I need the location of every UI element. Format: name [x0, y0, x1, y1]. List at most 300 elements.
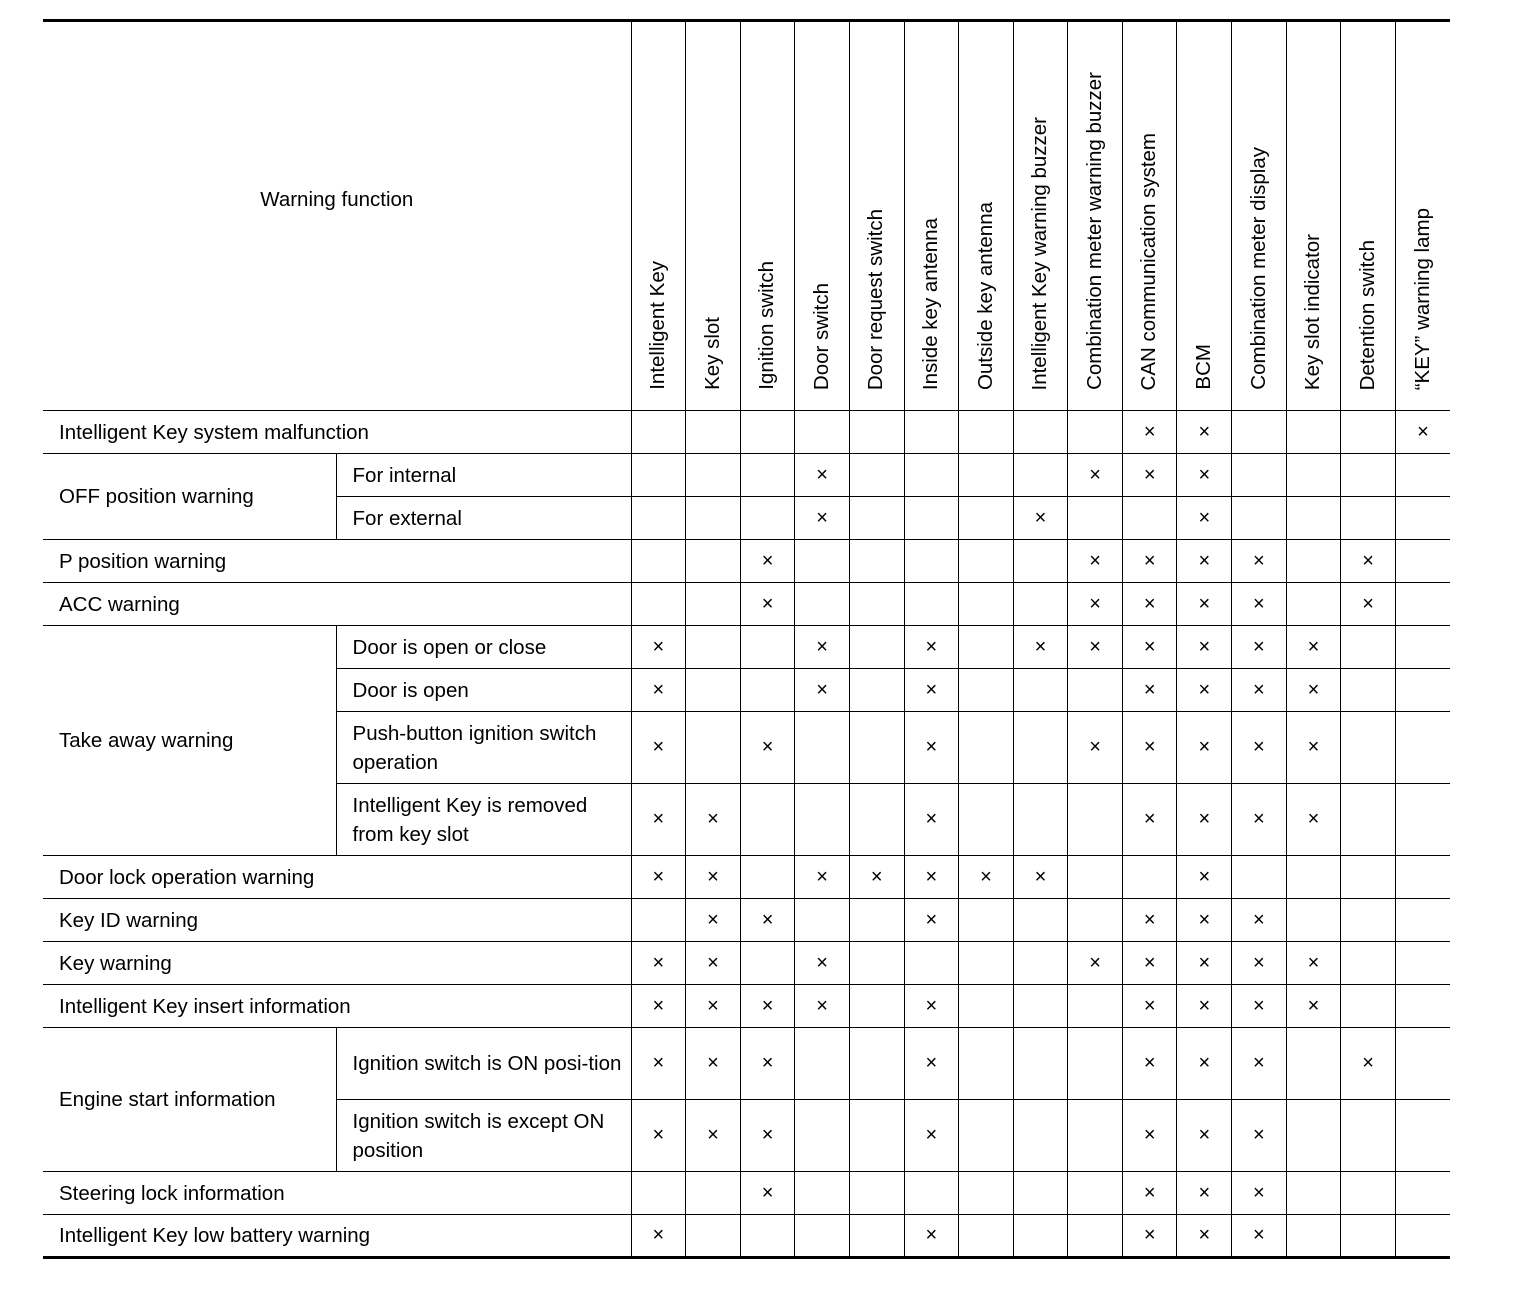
- empty-cell: [1395, 985, 1450, 1028]
- empty-cell: [686, 1172, 741, 1215]
- warning-function-name: Door lock operation warning: [43, 856, 631, 899]
- empty-cell: [686, 497, 741, 540]
- empty-cell: [1341, 454, 1396, 497]
- empty-cell: [1286, 583, 1341, 626]
- empty-cell: [795, 899, 850, 942]
- check-mark: ×: [1122, 1100, 1177, 1172]
- check-mark: ×: [1232, 942, 1287, 985]
- empty-cell: [1013, 985, 1068, 1028]
- empty-cell: [904, 497, 959, 540]
- column-header-label: Combination meter display: [1246, 147, 1270, 390]
- column-header: [1013, 21, 1068, 411]
- empty-cell: [795, 784, 850, 856]
- empty-cell: [849, 899, 904, 942]
- check-mark: ×: [1177, 942, 1232, 985]
- check-mark: ×: [1177, 856, 1232, 899]
- empty-cell: [1122, 856, 1177, 899]
- check-mark: ×: [1068, 712, 1123, 784]
- warning-condition: Ignition switch is except ON position: [336, 1100, 631, 1172]
- empty-cell: [1286, 899, 1341, 942]
- empty-cell: [1013, 942, 1068, 985]
- check-mark: ×: [904, 669, 959, 712]
- check-mark: ×: [1122, 540, 1177, 583]
- check-mark: ×: [1068, 540, 1123, 583]
- empty-cell: [1013, 784, 1068, 856]
- column-header-label: Combination meter warning buzzer: [1082, 72, 1106, 390]
- column-header-label: Key slot indicator: [1301, 233, 1325, 390]
- empty-cell: [1341, 626, 1396, 669]
- check-mark: ×: [1232, 985, 1287, 1028]
- table-row: [43, 856, 1450, 899]
- empty-cell: [959, 497, 1014, 540]
- check-mark: ×: [795, 626, 850, 669]
- column-header: [1286, 21, 1341, 411]
- warning-function-name: Intelligent Key insert information: [43, 985, 631, 1028]
- empty-cell: [631, 899, 686, 942]
- empty-cell: [1013, 583, 1068, 626]
- check-mark: ×: [740, 985, 795, 1028]
- check-mark: ×: [904, 784, 959, 856]
- empty-cell: [1068, 411, 1123, 454]
- column-header: [1395, 21, 1450, 411]
- check-mark: ×: [1013, 626, 1068, 669]
- empty-cell: [1395, 583, 1450, 626]
- empty-cell: [1341, 411, 1396, 454]
- empty-cell: [1232, 497, 1287, 540]
- check-mark: ×: [631, 784, 686, 856]
- empty-cell: [1341, 669, 1396, 712]
- check-mark: ×: [1177, 899, 1232, 942]
- empty-cell: [1395, 1028, 1450, 1100]
- empty-cell: [631, 540, 686, 583]
- check-mark: ×: [1232, 1100, 1287, 1172]
- check-mark: ×: [1177, 1172, 1232, 1215]
- empty-cell: [959, 1172, 1014, 1215]
- check-mark: ×: [686, 1100, 741, 1172]
- column-header-label: CAN communication system: [1137, 132, 1161, 390]
- column-header-label: BCM: [1192, 344, 1216, 390]
- check-mark: ×: [795, 985, 850, 1028]
- check-mark: ×: [1177, 1100, 1232, 1172]
- empty-cell: [631, 1172, 686, 1215]
- empty-cell: [686, 669, 741, 712]
- empty-cell: [1341, 985, 1396, 1028]
- empty-cell: [1068, 1100, 1123, 1172]
- column-header-label: Door request switch: [864, 208, 888, 390]
- empty-cell: [1286, 856, 1341, 899]
- empty-cell: [795, 1028, 850, 1100]
- check-mark: ×: [1122, 1172, 1177, 1215]
- empty-cell: [1286, 540, 1341, 583]
- column-header: [1177, 21, 1232, 411]
- empty-cell: [1068, 856, 1123, 899]
- column-header-label: Outside key antenna: [973, 201, 997, 390]
- table-row: [43, 942, 1450, 985]
- empty-cell: [1068, 1172, 1123, 1215]
- warning-function-name: Steering lock information: [43, 1172, 631, 1215]
- column-header-label: Ignition switch: [755, 261, 779, 390]
- empty-cell: [904, 540, 959, 583]
- check-mark: ×: [959, 856, 1014, 899]
- check-mark: ×: [1013, 856, 1068, 899]
- empty-cell: [740, 784, 795, 856]
- empty-cell: [740, 626, 795, 669]
- check-mark: ×: [1122, 454, 1177, 497]
- check-mark: ×: [1232, 784, 1287, 856]
- empty-cell: [1341, 497, 1396, 540]
- check-mark: ×: [740, 712, 795, 784]
- warning-function-name: P position warning: [43, 540, 631, 583]
- empty-cell: [1013, 540, 1068, 583]
- empty-cell: [849, 497, 904, 540]
- check-mark: ×: [1122, 583, 1177, 626]
- check-mark: ×: [1232, 1028, 1287, 1100]
- empty-cell: [1068, 784, 1123, 856]
- empty-cell: [849, 1028, 904, 1100]
- empty-cell: [1395, 942, 1450, 985]
- column-header: [740, 21, 795, 411]
- warning-function-name: Intelligent Key low battery warning: [43, 1215, 631, 1258]
- column-header-label: Door switch: [809, 282, 833, 390]
- table-row: [43, 899, 1450, 942]
- empty-cell: [1013, 712, 1068, 784]
- check-mark: ×: [1122, 669, 1177, 712]
- empty-cell: [795, 1215, 850, 1258]
- empty-cell: [795, 1100, 850, 1172]
- check-mark: ×: [1177, 669, 1232, 712]
- empty-cell: [849, 712, 904, 784]
- check-mark: ×: [740, 1028, 795, 1100]
- check-mark: ×: [1122, 626, 1177, 669]
- empty-cell: [849, 784, 904, 856]
- warning-function-table: [43, 19, 1450, 1259]
- empty-cell: [849, 411, 904, 454]
- check-mark: ×: [904, 626, 959, 669]
- column-header-label: Key slot: [700, 317, 724, 390]
- check-mark: ×: [740, 540, 795, 583]
- empty-cell: [1395, 497, 1450, 540]
- check-mark: ×: [1341, 1028, 1396, 1100]
- check-mark: ×: [1341, 540, 1396, 583]
- check-mark: ×: [904, 712, 959, 784]
- empty-cell: [686, 583, 741, 626]
- empty-cell: [1341, 712, 1396, 784]
- empty-cell: [740, 942, 795, 985]
- empty-cell: [959, 1215, 1014, 1258]
- empty-cell: [1341, 1100, 1396, 1172]
- warning-function-name: Engine start information: [43, 1028, 336, 1172]
- check-mark: ×: [1177, 626, 1232, 669]
- check-mark: ×: [740, 583, 795, 626]
- empty-cell: [849, 583, 904, 626]
- empty-cell: [1286, 497, 1341, 540]
- warning-condition: Push-button ignition switch operation: [336, 712, 631, 784]
- check-mark: ×: [686, 985, 741, 1028]
- empty-cell: [740, 669, 795, 712]
- empty-cell: [686, 626, 741, 669]
- check-mark: ×: [686, 784, 741, 856]
- check-mark: ×: [631, 1215, 686, 1258]
- empty-cell: [959, 411, 1014, 454]
- check-mark: ×: [904, 899, 959, 942]
- check-mark: ×: [686, 856, 741, 899]
- check-mark: ×: [1122, 985, 1177, 1028]
- check-mark: ×: [631, 669, 686, 712]
- empty-cell: [795, 583, 850, 626]
- empty-cell: [686, 411, 741, 454]
- check-mark: ×: [686, 899, 741, 942]
- empty-cell: [1286, 1100, 1341, 1172]
- column-header: [904, 21, 959, 411]
- empty-cell: [1013, 899, 1068, 942]
- warning-function-name: OFF position warning: [43, 454, 336, 540]
- empty-cell: [1395, 454, 1450, 497]
- empty-cell: [1232, 454, 1287, 497]
- check-mark: ×: [904, 1028, 959, 1100]
- check-mark: ×: [631, 985, 686, 1028]
- check-mark: ×: [1177, 497, 1232, 540]
- check-mark: ×: [1286, 712, 1341, 784]
- check-mark: ×: [795, 942, 850, 985]
- empty-cell: [959, 626, 1014, 669]
- empty-cell: [740, 411, 795, 454]
- check-mark: ×: [1177, 1215, 1232, 1258]
- empty-cell: [686, 454, 741, 497]
- check-mark: ×: [904, 1215, 959, 1258]
- check-mark: ×: [1232, 583, 1287, 626]
- check-mark: ×: [1122, 784, 1177, 856]
- empty-cell: [849, 1172, 904, 1215]
- column-header: [1068, 21, 1123, 411]
- empty-cell: [740, 1215, 795, 1258]
- empty-cell: [904, 411, 959, 454]
- empty-cell: [1286, 411, 1341, 454]
- check-mark: ×: [686, 1028, 741, 1100]
- check-mark: ×: [795, 669, 850, 712]
- column-header-label: Intelligent Key warning buzzer: [1028, 116, 1052, 390]
- check-mark: ×: [1232, 669, 1287, 712]
- table-row: [43, 985, 1450, 1028]
- empty-cell: [795, 540, 850, 583]
- empty-cell: [959, 583, 1014, 626]
- empty-cell: [904, 583, 959, 626]
- empty-cell: [959, 1028, 1014, 1100]
- table-row: [43, 626, 1450, 669]
- empty-cell: [1286, 1215, 1341, 1258]
- empty-cell: [1395, 899, 1450, 942]
- empty-cell: [1341, 942, 1396, 985]
- empty-cell: [1068, 899, 1123, 942]
- check-mark: ×: [740, 1100, 795, 1172]
- empty-cell: [959, 985, 1014, 1028]
- check-mark: ×: [1286, 985, 1341, 1028]
- column-header: [1122, 21, 1177, 411]
- check-mark: ×: [1177, 784, 1232, 856]
- check-mark: ×: [1122, 1028, 1177, 1100]
- column-header: [1341, 21, 1396, 411]
- check-mark: ×: [1177, 1028, 1232, 1100]
- empty-cell: [1395, 1215, 1450, 1258]
- empty-cell: [904, 454, 959, 497]
- check-mark: ×: [1177, 454, 1232, 497]
- empty-cell: [849, 1215, 904, 1258]
- check-mark: ×: [1122, 411, 1177, 454]
- check-mark: ×: [631, 1100, 686, 1172]
- empty-cell: [904, 1172, 959, 1215]
- empty-cell: [631, 497, 686, 540]
- empty-cell: [1013, 454, 1068, 497]
- empty-cell: [740, 856, 795, 899]
- empty-cell: [1013, 1172, 1068, 1215]
- empty-cell: [1013, 1215, 1068, 1258]
- empty-cell: [1013, 1100, 1068, 1172]
- check-mark: ×: [849, 856, 904, 899]
- empty-cell: [1341, 899, 1396, 942]
- empty-cell: [1341, 1215, 1396, 1258]
- empty-cell: [849, 985, 904, 1028]
- empty-cell: [959, 784, 1014, 856]
- empty-cell: [849, 1100, 904, 1172]
- warning-function-name: Intelligent Key system malfunction: [43, 411, 631, 454]
- warning-condition: Door is open or close: [336, 626, 631, 669]
- empty-cell: [1068, 985, 1123, 1028]
- empty-cell: [959, 899, 1014, 942]
- check-mark: ×: [631, 626, 686, 669]
- column-header: [631, 21, 686, 411]
- warning-condition: Door is open: [336, 669, 631, 712]
- check-mark: ×: [795, 454, 850, 497]
- check-mark: ×: [1232, 1215, 1287, 1258]
- header-row: [43, 21, 1450, 411]
- check-mark: ×: [1122, 712, 1177, 784]
- table-row: [43, 454, 1450, 497]
- empty-cell: [1013, 669, 1068, 712]
- table-row: [43, 540, 1450, 583]
- column-header: [795, 21, 850, 411]
- empty-cell: [849, 540, 904, 583]
- warning-function-name: Key warning: [43, 942, 631, 985]
- empty-cell: [1068, 1215, 1123, 1258]
- check-mark: ×: [1013, 497, 1068, 540]
- empty-cell: [1341, 784, 1396, 856]
- empty-cell: [1395, 669, 1450, 712]
- warning-function-header: Warning function: [43, 21, 631, 411]
- check-mark: ×: [1286, 784, 1341, 856]
- empty-cell: [740, 454, 795, 497]
- check-mark: ×: [1177, 411, 1232, 454]
- column-header-label: Detention switch: [1355, 239, 1379, 390]
- empty-cell: [1068, 1028, 1123, 1100]
- column-header: [849, 21, 904, 411]
- check-mark: ×: [1068, 626, 1123, 669]
- table-row: [43, 1028, 1450, 1100]
- empty-cell: [1232, 411, 1287, 454]
- empty-cell: [686, 540, 741, 583]
- check-mark: ×: [904, 985, 959, 1028]
- table-row: [43, 1215, 1450, 1258]
- empty-cell: [1395, 784, 1450, 856]
- check-mark: ×: [631, 942, 686, 985]
- empty-cell: [959, 454, 1014, 497]
- check-mark: ×: [1286, 626, 1341, 669]
- check-mark: ×: [1232, 540, 1287, 583]
- table-row: [43, 583, 1450, 626]
- empty-cell: [1286, 1028, 1341, 1100]
- empty-cell: [849, 669, 904, 712]
- table-row: [43, 411, 1450, 454]
- check-mark: ×: [631, 712, 686, 784]
- warning-function-name: Take away warning: [43, 626, 336, 856]
- check-mark: ×: [1068, 942, 1123, 985]
- check-mark: ×: [1122, 899, 1177, 942]
- empty-cell: [686, 1215, 741, 1258]
- warning-condition: For external: [336, 497, 631, 540]
- empty-cell: [631, 583, 686, 626]
- check-mark: ×: [795, 497, 850, 540]
- empty-cell: [1068, 669, 1123, 712]
- check-mark: ×: [1232, 899, 1287, 942]
- empty-cell: [1395, 540, 1450, 583]
- column-header-label: Inside key antenna: [919, 217, 943, 390]
- warning-condition: Ignition switch is ON posi-tion: [336, 1028, 631, 1100]
- empty-cell: [1286, 454, 1341, 497]
- check-mark: ×: [631, 856, 686, 899]
- check-mark: ×: [740, 899, 795, 942]
- empty-cell: [1013, 411, 1068, 454]
- empty-cell: [1232, 856, 1287, 899]
- check-mark: ×: [1286, 942, 1341, 985]
- check-mark: ×: [1395, 411, 1450, 454]
- check-mark: ×: [1177, 540, 1232, 583]
- empty-cell: [959, 712, 1014, 784]
- column-header: [1232, 21, 1287, 411]
- check-mark: ×: [1177, 985, 1232, 1028]
- check-mark: ×: [1286, 669, 1341, 712]
- empty-cell: [1395, 856, 1450, 899]
- empty-cell: [1341, 1172, 1396, 1215]
- check-mark: ×: [631, 1028, 686, 1100]
- empty-cell: [1068, 497, 1123, 540]
- warning-condition: Intelligent Key is removed from key slot: [336, 784, 631, 856]
- check-mark: ×: [1232, 626, 1287, 669]
- table-row: [43, 1172, 1450, 1215]
- empty-cell: [959, 540, 1014, 583]
- empty-cell: [959, 942, 1014, 985]
- empty-cell: [631, 411, 686, 454]
- empty-cell: [1395, 626, 1450, 669]
- empty-cell: [795, 1172, 850, 1215]
- check-mark: ×: [1341, 583, 1396, 626]
- check-mark: ×: [1122, 942, 1177, 985]
- empty-cell: [686, 712, 741, 784]
- empty-cell: [631, 454, 686, 497]
- check-mark: ×: [1122, 1215, 1177, 1258]
- empty-cell: [1395, 1100, 1450, 1172]
- empty-cell: [1395, 712, 1450, 784]
- empty-cell: [795, 411, 850, 454]
- check-mark: ×: [740, 1172, 795, 1215]
- empty-cell: [1395, 1172, 1450, 1215]
- check-mark: ×: [1177, 583, 1232, 626]
- empty-cell: [849, 942, 904, 985]
- empty-cell: [1341, 856, 1396, 899]
- check-mark: ×: [795, 856, 850, 899]
- column-header-label: Intelligent Key: [646, 261, 670, 390]
- warning-function-name: Key ID warning: [43, 899, 631, 942]
- empty-cell: [959, 1100, 1014, 1172]
- empty-cell: [904, 942, 959, 985]
- empty-cell: [740, 497, 795, 540]
